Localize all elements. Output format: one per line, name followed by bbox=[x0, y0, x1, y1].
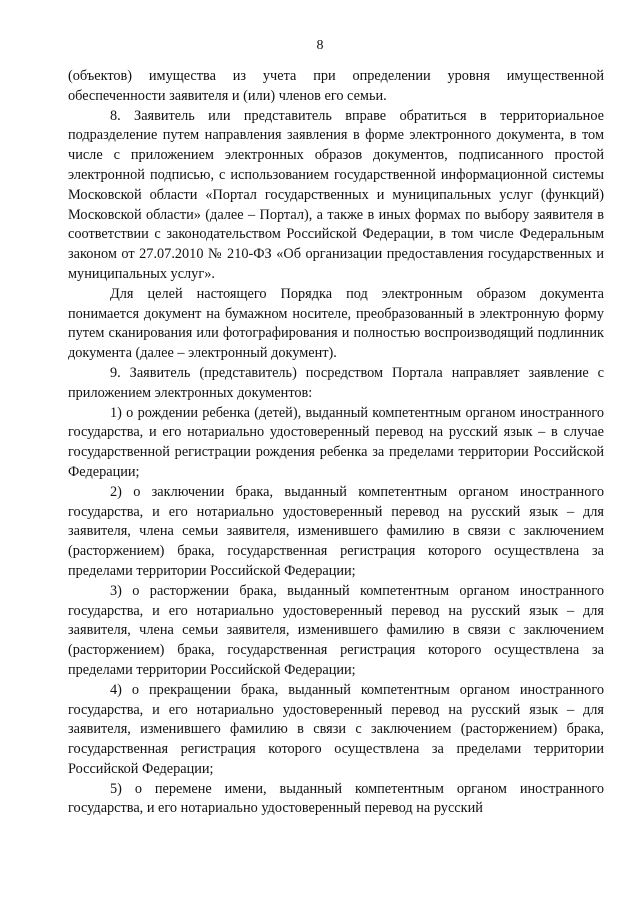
subitem-1: 1) о рождении ребенка (детей), выданный компетентным органом иностранного государства, и его нотариально удостоверенный перевод на русский язык – в случае государственной регистрации рождения ребенка за пределами территории Российской Федерации; bbox=[68, 404, 604, 480]
page-number: 8 bbox=[316, 38, 324, 53]
subitem-4: 4) о прекращении брака, выданный компетентным органом иностранного государства, и его нотариально удостоверенный перевод на русский язык – для заявителя, изменившего фамилию в связи с заключением (расторжением) брака, государственная регистрация которого осуществлена за пределами территории Российской Федерации; bbox=[68, 681, 604, 777]
paragraph-item-9: 9. Заявитель (представитель) посредством Портала направляет заявление с приложением электронных документов: bbox=[68, 364, 604, 401]
document-body bbox=[68, 67, 604, 819]
paragraph-item-8: 8. Заявитель или представитель вправе обратиться в территориальное подразделение путем направления заявления в форме электронного документа, в том числе с приложением электронных образов документов, подписанного простой электронной подписью, с использованием государственной информационной системы Московской области «Портал государственных и муниципальных услуг (функций) Московской области» (далее – Портал), а также в иных формах по выбору заявителя в соответствии с законодательством Российской Федерации, в том числе Федеральным законом от 27.07.2010 № 210-ФЗ «Об организации предоставления государственных и муниципальных услуг». bbox=[68, 107, 604, 282]
paragraph-electronic-image-definition: Для целей настоящего Порядка под электронным образом документа понимается документ на бумажном носителе, преобразованный в электронную форму путем сканирования или фотографирования и полностью воспроизводящий подлинник документа (далее – электронный документ). bbox=[68, 285, 604, 362]
subitem-3: 3) о расторжении брака, выданный компетентным органом иностранного государства, и его нотариально удостоверенный перевод на русский язык – для заявителя, члена семьи заявителя, изменившего фамилию в связи с заключением (расторжением) брака, государственная регистрация которого осуществлена за пределами территории Российской Федерации; bbox=[68, 582, 604, 678]
subitem-5: 5) о перемене имени, выданный компетентным органом иностранного государства, и его нотариально удостоверенный перевод на русский bbox=[68, 780, 604, 817]
paragraph-continuation: (объектов) имущества из учета при определении уровня имущественной обеспеченности заявителя и (или) членов его семьи. bbox=[68, 68, 604, 104]
subitem-2: 2) о заключении брака, выданный компетентным органом иностранного государства, и его нотариально удостоверенный перевод на русский язык – для заявителя, члена семьи заявителя, изменившего фамилию в связи с заключением (расторжением) брака, государственная регистрация которого осуществлена за пределами территории Российской Федерации; bbox=[68, 483, 604, 579]
